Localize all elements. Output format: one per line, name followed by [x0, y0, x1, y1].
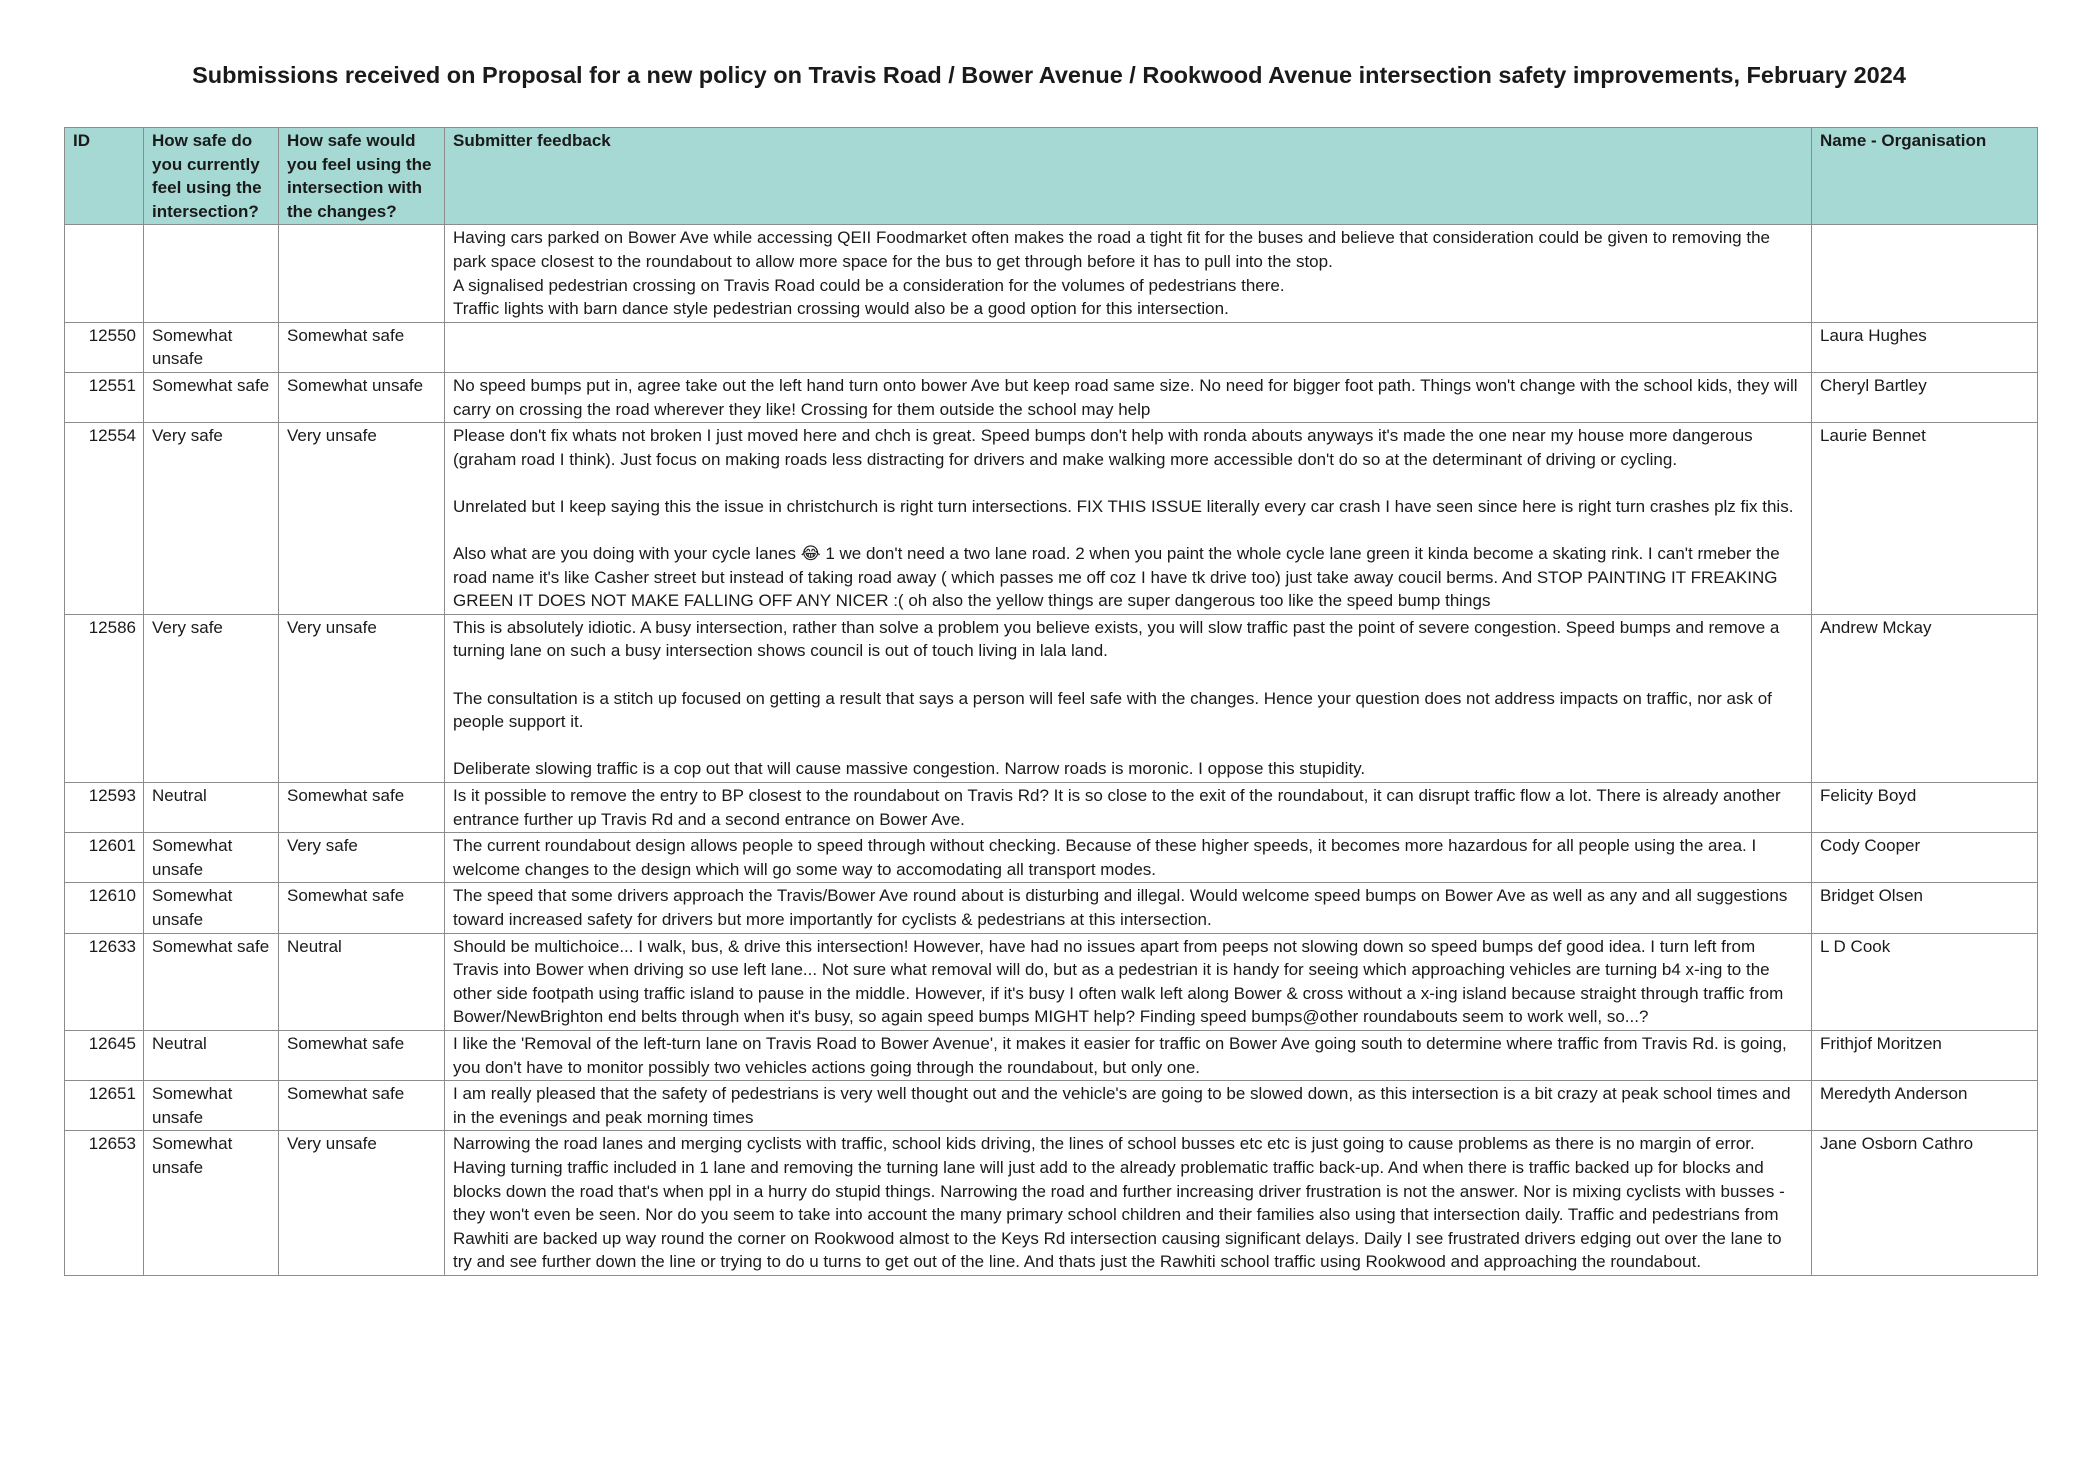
safety-with-changes-rating: Very unsafe: [279, 614, 445, 782]
submitter-name: Cody Cooper: [1812, 833, 2038, 883]
submitter-feedback: [445, 423, 1812, 615]
submission-id: 12633: [65, 933, 144, 1030]
column-header-safety-with-changes: How safe would you feel using the intersection with the changes?: [279, 128, 445, 225]
table-row: [65, 883, 2038, 933]
submitter-name: Laurie Bennet: [1812, 423, 2038, 615]
current-safety-rating: Somewhat unsafe: [144, 883, 279, 933]
feedback-paragraph: The current roundabout design allows people to speed through without checking. Because of these higher speeds, it becomes more hazardous for all people using the area. I welcome changes to the design which will go some way to accomodating all transport modes.: [453, 836, 1757, 879]
submitter-feedback: [445, 1030, 1812, 1080]
submission-id: 12554: [65, 423, 144, 615]
submitter-feedback: [445, 783, 1812, 833]
submitter-feedback: [445, 1131, 1812, 1276]
safety-with-changes-rating: Somewhat safe: [279, 1030, 445, 1080]
submission-id: 12610: [65, 883, 144, 933]
column-header-name-organisation: Name - Organisation: [1812, 128, 2038, 225]
submitter-name: Cheryl Bartley: [1812, 372, 2038, 422]
submitter-name: Bridget Olsen: [1812, 883, 2038, 933]
feedback-paragraph: A signalised pedestrian crossing on Travis Road could be a consideration for the volumes of pedestrians there.: [453, 275, 1285, 295]
submitter-feedback: [445, 933, 1812, 1030]
submitter-feedback: [445, 322, 1812, 372]
table-row: [65, 322, 2038, 372]
submission-id: 12550: [65, 322, 144, 372]
submissions-table: [64, 127, 2038, 1276]
current-safety-rating: Very safe: [144, 614, 279, 782]
current-safety-rating: Somewhat unsafe: [144, 322, 279, 372]
submitter-feedback: [445, 372, 1812, 422]
feedback-paragraph: Unrelated but I keep saying this the issue in christchurch is right turn intersections. FIX THIS ISSUE literally every car crash I have seen since here is right turn crashes plz fix this.: [453, 496, 1794, 516]
feedback-paragraph: Should be multichoice... I walk, bus, & drive this intersection! However, have had no issues apart from peeps not slowing down so speed bumps def good idea. I turn left from Travis into Bower when driving so use left lane... Not sure what removal will do, but as a pedestrian it is handy for seeing which approaching vehicles are turning b4 x-ing to the other side footpath using traffic island to pause in the middle. However, if it's busy I often walk left along Bower & cross without a x-ing island because straight through traffic from Bower/NewBrighton end belts through when it's busy, so again speed bumps MIGHT help? Finding speed bumps@other roundabouts seem to work well, so...?: [453, 936, 1784, 1027]
submission-id: 12586: [65, 614, 144, 782]
current-safety-rating: [144, 225, 279, 322]
feedback-paragraph: I am really pleased that the safety of pedestrians is very well thought out and the vehicle's are going to be slowed down, as this intersection is a bit crazy at peak school times and in the evenings and peak morning times: [453, 1084, 1791, 1127]
submitter-name: Meredyth Anderson: [1812, 1081, 2038, 1131]
table-row: [65, 423, 2038, 615]
feedback-paragraph: I like the 'Removal of the left-turn lane on Travis Road to Bower Avenue', it makes it easier for traffic on Bower Ave going south to determine where traffic from Travis Rd. is going, you don't have to monitor possibly two vehicles actions going through the roundabout, but only one.: [453, 1033, 1787, 1077]
safety-with-changes-rating: Very unsafe: [279, 423, 445, 615]
current-safety-rating: Somewhat unsafe: [144, 833, 279, 883]
column-header-current-safety: How safe do you currently feel using the intersection?: [144, 128, 279, 225]
feedback-paragraph: The speed that some drivers approach the Travis/Bower Ave round about is disturbing and illegal. Would welcome speed bumps on Bower Ave as well as any and all suggestions toward increased safety for drivers but more importantly for cyclists & pedestrians at this intersection.: [453, 886, 1788, 929]
table-row: [65, 933, 2038, 1030]
safety-with-changes-rating: Somewhat safe: [279, 783, 445, 833]
table-row: [65, 372, 2038, 422]
submitter-feedback: [445, 833, 1812, 883]
table-row: [65, 833, 2038, 883]
submission-id: 12551: [65, 372, 144, 422]
submitter-name: Frithjof Moritzen: [1812, 1030, 2038, 1080]
submission-id: [65, 225, 144, 322]
submission-id: 12601: [65, 833, 144, 883]
feedback-paragraph: This is absolutely idiotic. A busy intersection, rather than solve a problem you believe exists, you will slow traffic past the point of severe congestion. Speed bumps and remove a turning lane on such a busy intersection shows council is out of touch living in lala land.: [453, 617, 1780, 661]
table-row: [65, 783, 2038, 833]
current-safety-rating: Somewhat unsafe: [144, 1131, 279, 1276]
table-row: [65, 225, 2038, 322]
table-row: [65, 614, 2038, 782]
current-safety-rating: Somewhat safe: [144, 372, 279, 422]
submissions-table-container: [64, 127, 2037, 1276]
feedback-paragraph: Traffic lights with barn dance style pedestrian crossing would also be a good option for this intersection.: [453, 299, 1229, 319]
current-safety-rating: Neutral: [144, 1030, 279, 1080]
feedback-paragraph: Please don't fix whats not broken I just moved here and chch is great. Speed bumps don't help with ronda abouts anyways it's made the one near my house more dangerous (graham road I think). Just focus on making roads less distracting for drivers and make walking more accessible don't do so at the determinant of driving or cycling.: [453, 426, 1753, 469]
submitter-name: Andrew Mckay: [1812, 614, 2038, 782]
column-header-feedback: Submitter feedback: [445, 128, 1812, 225]
submission-id: 12651: [65, 1081, 144, 1131]
page-title: Submissions received on Proposal for a new policy on Travis Road / Bower Avenue / Rookwood Avenue intersection safety improvements, February 2024: [192, 62, 1906, 88]
submission-id: 12653: [65, 1131, 144, 1276]
feedback-paragraph: The consultation is a stitch up focused on getting a result that says a person will feel safe with the changes. Hence your question does not address impacts on traffic, nor ask of people support it.: [453, 688, 1772, 732]
safety-with-changes-rating: Somewhat safe: [279, 883, 445, 933]
feedback-paragraph: Narrowing the road lanes and merging cyclists with traffic, school kids driving, the lines of school busses etc etc is just going to cause problems as there is no margin of error. Having turning traffic included in 1 lane and removing the turning lane will just add to the already problematic traffic back-up. And when there is traffic backed up for blocks and blocks down the road that's when ppl in a hurry do stupid things. Narrowing the road and further increasing driver frustration is not the answer. Nor is mixing cyclists with busses - they won't even be seen. Nor do you seem to take into account the many primary school children and their families also using that intersection daily. Traffic and pedestrians from Rawhiti are backed up way round the corner on Rookwood almost to the Keys Rd intersection causing significant delays. Daily I see frustrated drivers edging out over the lane to try and see further down the line or trying to do u turns to get out of the line. And thats just the Rawhiti school traffic using Rookwood and approaching the roundabout.: [453, 1134, 1785, 1272]
feedback-paragraph: Having cars parked on Bower Ave while accessing QEII Foodmarket often makes the road a tight fit for the buses and believe that consideration could be given to removing the park space closest to the roundabout to allow more space for the bus to get through before it has to pull into the stop.: [453, 228, 1770, 271]
table-row: [65, 1081, 2038, 1131]
feedback-paragraph: Is it possible to remove the entry to BP closest to the roundabout on Travis Rd? It is so close to the exit of the roundabout, it can disrupt traffic flow a lot. There is already another entrance further up Travis Rd and a second entrance on Bower Ave.: [453, 786, 1781, 829]
table-header-row: [65, 128, 2038, 225]
table-row: [65, 1131, 2038, 1276]
table-row: [65, 1030, 2038, 1080]
submitter-name: [1812, 225, 2038, 322]
submitter-name: Jane Osborn Cathro: [1812, 1131, 2038, 1276]
submitter-name: Felicity Boyd: [1812, 783, 2038, 833]
submitter-name: L D Cook: [1812, 933, 2038, 1030]
safety-with-changes-rating: Somewhat unsafe: [279, 372, 445, 422]
submitter-feedback: [445, 1081, 1812, 1131]
safety-with-changes-rating: Very safe: [279, 833, 445, 883]
feedback-paragraph: Also what are you doing with your cycle lanes 😂 1 we don't need a two lane road. 2 when you paint the whole cycle lane green it kinda become a skating rink. I can't rmeber the road name it's like Casher street but instead of taking road away ( which passes me off coz I have tk drive too) just take away coucil berms. And STOP PAINTING IT FREAKING GREEN IT DOES NOT MAKE FALLING OFF ANY NICER :( oh also the yellow things are super dangerous too like the speed bump things: [453, 544, 1780, 611]
safety-with-changes-rating: Somewhat safe: [279, 322, 445, 372]
safety-with-changes-rating: Somewhat safe: [279, 1081, 445, 1131]
submitter-feedback: [445, 883, 1812, 933]
submission-id: 12645: [65, 1030, 144, 1080]
safety-with-changes-rating: [279, 225, 445, 322]
feedback-paragraph: Deliberate slowing traffic is a cop out that will cause massive congestion. Narrow roads is moronic. I oppose this stupidity.: [453, 759, 1366, 779]
column-header-id: ID: [65, 128, 144, 225]
submitter-name: Laura Hughes: [1812, 322, 2038, 372]
current-safety-rating: Somewhat unsafe: [144, 1081, 279, 1131]
submission-id: 12593: [65, 783, 144, 833]
current-safety-rating: Somewhat safe: [144, 933, 279, 1030]
submitter-feedback: [445, 614, 1812, 782]
safety-with-changes-rating: Neutral: [279, 933, 445, 1030]
current-safety-rating: Very safe: [144, 423, 279, 615]
safety-with-changes-rating: Very unsafe: [279, 1131, 445, 1276]
feedback-paragraph: No speed bumps put in, agree take out the left hand turn onto bower Ave but keep road same size. No need for bigger foot path. Things won't change with the school kids, they will carry on crossing the road wherever they like! Crossing for them outside the school may help: [453, 375, 1798, 419]
submitter-feedback: [445, 225, 1812, 322]
current-safety-rating: Neutral: [144, 783, 279, 833]
